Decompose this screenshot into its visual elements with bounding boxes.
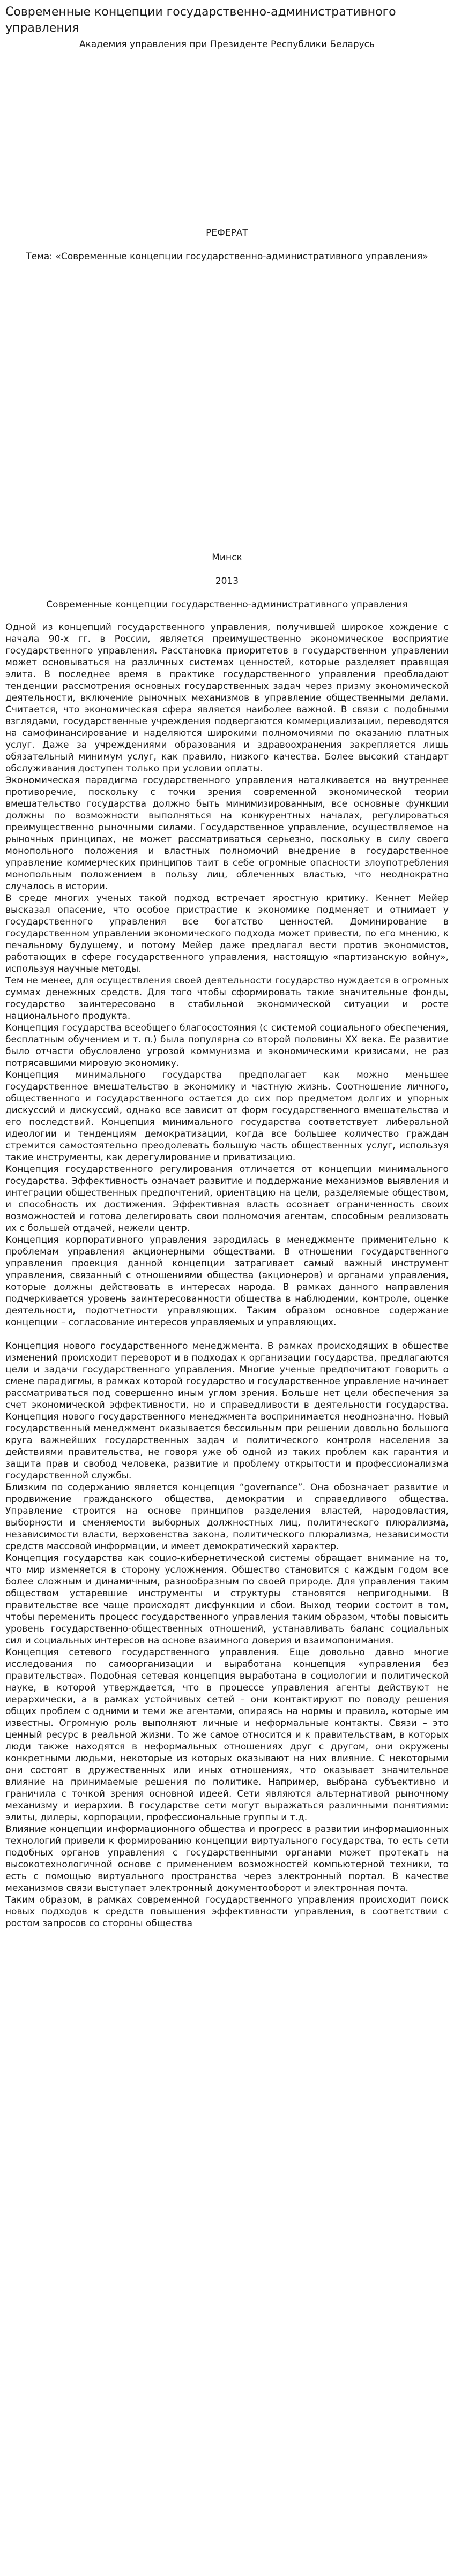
paragraph: Концепция государства как социо-кибернетической системы обращает внимание на то, что мир изменяется в сторону усложнения. Общество становится с каждым годом все более сложным и динамичным, разнообразным по своей природе. Для управления таким обществом устаревшие инструменты и структуры становятся непригодными. В правительстве все чаще происходят дисфункции и сбои. Выход теории состоит в том, чтобы переменить процесс государственного управления таким образом, чтобы повысить уровень государственно-общественных отношений, устанавливать баланс социальных сил и социальных интересов на основе взаимного доверия и взаимопонимания. (5, 1553, 449, 1646)
paragraph: Экономическая парадигма государственного управления наталкивается на внутреннее противоречие, поскольку с точки зрения современной экономической теории вмешательство государства должно быть минимизированным, все основные функции должны по возможности выполняться на конкурентных началах, регулироваться преимущественно рыночными силами. Государственное управление, осуществляемое на рыночных принципах, не может рассматриваться серьезно, поскольку в силу своего монопольного положения и властных полномочий внедрение в государственное управление коммерческих принципов таит в себе огромные опасности злоупотребления монопольным положением в пользу лиц, облеченных властью, что неоднократно случалось в истории. (5, 775, 449, 892)
paragraph: Концепция сетевого государственного управления. Еще довольно давно многие исследования по самоорганизации и выработана концепция «управления без правительства». Подобная сетевая концепция выработана в социологии и политической науке, в которой утверждается, что в процессе управления агенты действуют не иерархически, а в рамках устойчивых сетей – они контактируют по поводу решения общих проблем с одними и теми же агентами, опираясь на нормы и правила, которые им известны. Огромную роль выполняют личные и неформальные контакты. Связи – это ценный ресурс в реальной жизни. То же самое относится и к правительствам, в которых люди также находятся в неформальных отношениях друг с другом, они окружены конкретными людьми, некоторые из которых оказывают на них влияние. С некоторыми они состоят в дружественных или иных отношениях, что оказывает значительное влияние на принимаемые решения по политике. Например, выбрана субъективно и граничила с точкой зрения основной идеей. Сети являются альтернативой рыночному механизму и иерархии. В государстве сети могут выражаться различными понятиями: элиты, дилеры, корпорации, профессиональные группы и т.д. (5, 1647, 449, 1823)
paragraph: Концепция минимального государства предполагает как можно меньшее государственное вмешательство в экономику и частную жизнь. Соотношение личного, общественного и государственного остается до сих пор предметом долгих и упорных дискуссий и дискуссий, однако все зависит от форм государственного вмешательства и его последствий. Концепция минимального государства соответствует либеральной идеологии и тенденциям демократизации, когда все большее количество граждан стремится самостоятельно преодолевать большую часть общественных услуг, используя такие инструменты, как дерегулирование и приватизацию. (5, 1070, 449, 1163)
spacer (5, 50, 449, 227)
paragraph: Близким по содержанию является концепция “governance”. Она обозначает развитие и продвижение гражданского общества, демократии и справедливого общества. Управление строится на основе принципов разделения властей, народовластия, выборности и сменяемости выборных должностных лиц, политического плюрализма, независимости власти, верховенства закона, политического плюрализма, независимости средств массовой информации, и имеет демократический характер. (5, 1482, 449, 1552)
paragraph: Концепция государства всеобщего благосостояния (с системой социального обеспечения, бесплатным обучением и т. п.) была популярна со второй половины XX века. Ее развитие было отчасти обусловлено угрозой коммунизма и экономическими кризисами, не раз потрясавшими мировую экономику. (5, 1023, 449, 1069)
paragraph: Одной из концепций государственного управления, получившей широкое хождение с начала 90-х гг. в России, является преимущественно экономическое восприятие государственного управления. Расстановка приоритетов в государственном управлении может основываться на различных системах ценностей, которые разделяет правящая элита. В последнее время в практике государственного управления преобладают тенденции рассмотрения основных государственных задач через призму экономической деятельности, включение рыночных механизмов в управление общественными делами. Считается, что экономическая сфера является наиболее важной. В связи с подобными взглядами, государственные учреждения подвергаются коммерциализации, переводятся на самофинансирование и наделяются широкими полномочиями по оказанию платных услуг. Даже за учреждениями образования и здравоохранения закрепляется лишь обязательный минимум услуг, как правило, низкого качества. Более высокий стандарт обслуживания доступен только при условии оплаты. (5, 622, 449, 774)
paragraph: Таким образом, в рамках современной государственного управления происходит поиск новых подходов к средств повышения эффективности управления, в соответствии с ростом запросов со стороны общества (5, 1895, 449, 1929)
city-label: Минск (212, 552, 242, 563)
essay-heading: Современные концепции государственно-административного управления (46, 599, 408, 610)
paragraph: Влияние концепции информационного общества и прогресс в развитии информационных технологий привели к формированию концепции виртуального государства, то есть сети подобных органов управления с государственными органами может протекать на высокотехнологичной основе с применением возможностей компьютерной техники, то есть с помощью виртуального пространства через электронный портал. В качестве механизмов связи выступает электронный документооборот и электронная почта. (5, 1824, 449, 1894)
paragraph: Концепция государственного регулирования отличается от концепции минимального государства. Эффективность означает развитие и поддержание механизмов выявления и интеграции общественных предпочтений, ориентацию на цели, разделяемые обществом, и способность их достижения. Эффективная власть осознает ограниченность своих возможностей и готова делегировать свои полномочия агентам, способным реализовать их с большей отдачей, нежели центр. (5, 1164, 449, 1234)
essay-body (5, 621, 449, 1929)
academy-name: Академия управления при Президенте Республики Беларусь (79, 39, 375, 50)
paragraph: Тем не менее, для осуществления своей деятельности государство нуждается в огромных суммах денежных средств. Для того чтобы сформировать такие значительные фонды, государство заинтересовано в стабильной экономической ситуации и росте национального продукта. (5, 975, 449, 1022)
paragraph: В среде многих ученых такой подход встречает яростную критику. Кеннет Мейер высказал опасение, что особое пристрастие к экономике подменяет и отнимает у государственного управления все богатство ценностей. Доминирование в государственном управлении экономического подхода может привести, по его мнению, к печальному будущему, и потому Мейер даже предлагал вести против экономистов, работающих в сфере государственного управления, настоящую «партизанскую войну», используя научные методы. (5, 893, 449, 974)
year-label: 2013 (215, 576, 239, 587)
document-title: Современные концепции государственно-административного управления (5, 5, 396, 35)
report-label: РЕФЕРАТ (206, 228, 248, 238)
paragraph: Концепция нового государственного менеджмента. В рамках происходящих в обществе изменений происходит переворот и в подходах к организации государства, предлагаются цели и задачи государственного управления. Многие ученые предпочитают говорить о смене парадигмы, в рамках которой государство и государственное управление начинает рассматриваться под совершенно иным углом зрения. Больше нет цели обеспечения за счет экономической эффективности, но и справедливости в деятельности государства. Концепция нового государственного менеджмента воспринимается неоднозначно. Новый государственный менеджмент оказывается бессильным при решении довольно большого круга важнейших государственных задач и политического контроля населения за действиями правительства, не говоря уже об одной из таких проблем как гарантия и защита прав и свобод человека, развитие и проблему открытости и профессионализма государственной службы. (5, 1341, 449, 1481)
report-topic: Тема: «Современные концепции государственно-административного управления» (26, 251, 428, 262)
paragraph: Концепция корпоративного управления зародилась в менеджменте применительно к проблемам управления акционерными обществами. В отношении государственного управления проекция данной концепции затрагивает самый важный инструмент управления, связанный с отношениями общества (акционеров) и органами управления, которые должны действовать в интересах народа. В рамках данного направления подчеркивается уровень заинтересованности общества в наблюдении, контроле, оценке деятельности, подотчетности управляющих. Таким образом основное содержание концепции – согласование интересов управляемых и управляющих. (5, 1235, 449, 1328)
